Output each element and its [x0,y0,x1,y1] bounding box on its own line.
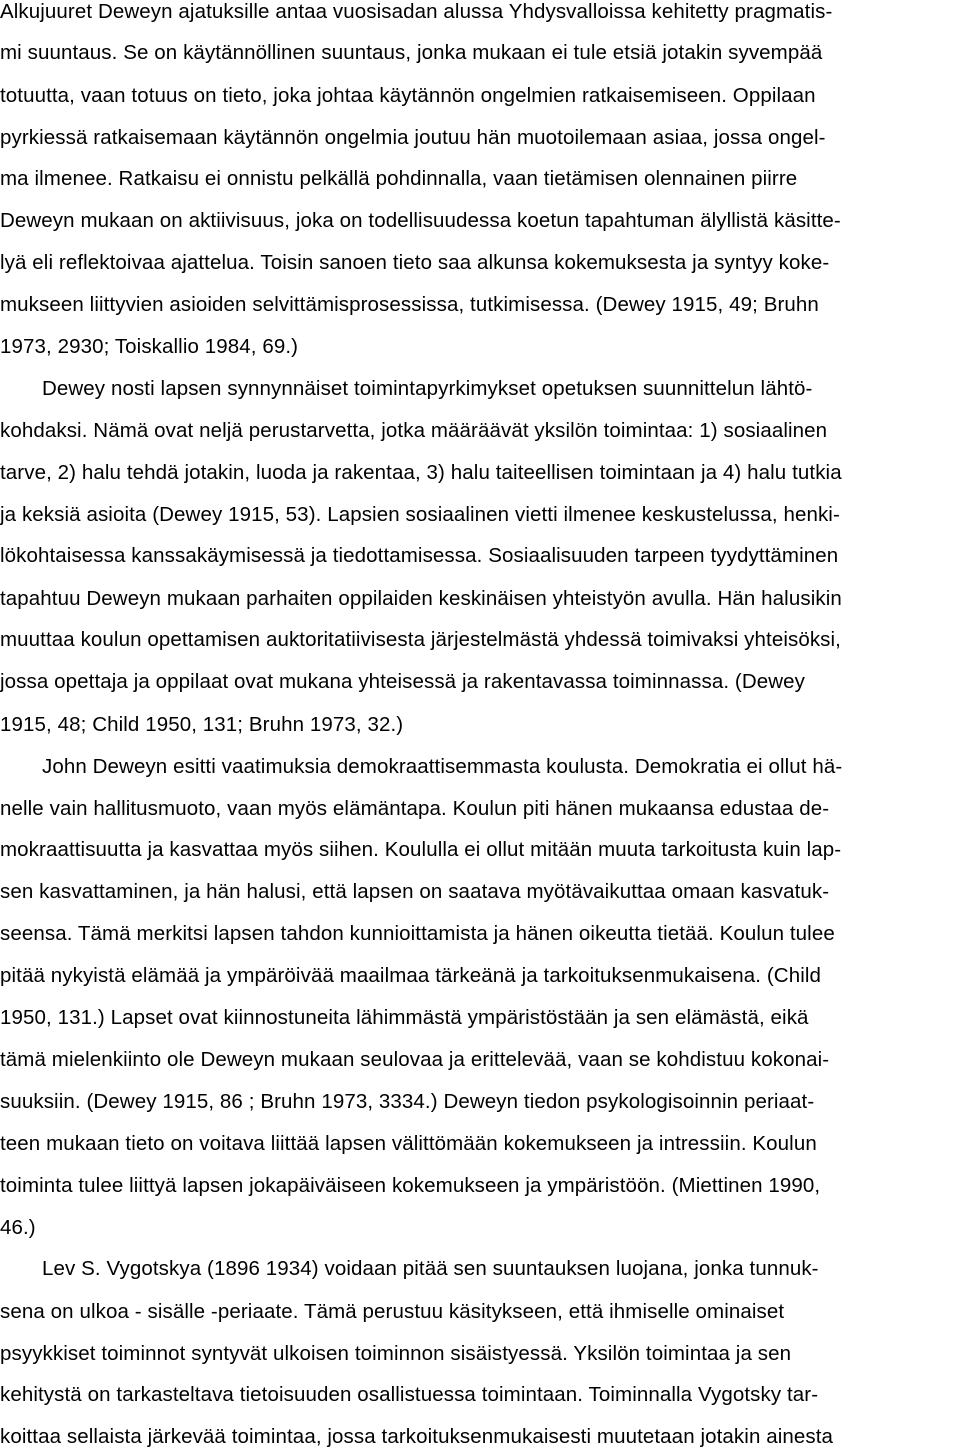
text-line: ja keksiä asioita (Dewey 1915, 53). Lapsien sosiaalinen vietti ilmenee keskustelussa, henki- [0,503,840,526]
text-line: jossa opettaja ja oppilaat ovat mukana yhteisessä ja rakentavassa toiminnassa. (Dewey [0,670,806,693]
text-line: nelle vain hallitusmuoto, vaan myös elämäntapa. Koulun piti hänen mukaansa edustaa de- [0,797,830,820]
text-line: sena on ulkoa - sisälle -periaate. Tämä perustuu käsitykseen, että ihmiselle ominaiset [0,1300,785,1323]
text-line: sen kasvattaminen, ja hän halusi, että lapsen on saatava myötävaikuttaa omaan kasvatuk- [0,880,830,903]
text-line: seensa. Tämä merkitsi lapsen tahdon kunnioittamista ja hänen oikeutta tietää. Koulun tulee [0,922,835,945]
text-line: Deweyn mukaan on aktiivisuus, joka on todellisuudessa koetun tapahtuman älyllistä käsitte- [0,209,841,232]
text-line: totuutta, vaan totuus on tieto, joka johtaa käytännön ongelmien ratkaisemiseen. Oppilaan [0,84,816,107]
text-line: kehitystä on tarkasteltava tietoisuuden osallistuessa toimintaan. Toiminnalla Vygotsky tar- [0,1383,819,1406]
text-line: tapahtuu Deweyn mukaan parhaiten oppilaiden keskinäisen yhteistyön avulla. Hän halusikin [0,587,842,610]
text-line: tämä mielenkiinto ole Deweyn mukaan seulovaa ja erittelevää, vaan se kohdistuu kokonai- [0,1048,830,1071]
text-line: lökohtaisessa kanssakäymisessä ja tiedottamisessa. Sosiaalisuuden tarpeen tyydyttäminen [0,544,839,567]
text-line: mukseen liittyvien asioiden selvittämisprosessissa, tutkimisessa. (Dewey 1915, 49; Bruhn [0,293,819,316]
text-line: Lev S. Vygotskya (1896 1934) voidaan pitää sen suuntauksen luojana, jonka tunnuk- [42,1257,819,1280]
text-line: mokraattisuutta ja kasvattaa myös siihen. Koululla ei ollut mitään muuta tarkoitusta kuin lap- [0,838,842,861]
text-line: pyrkiessä ratkaisemaan käytännön ongelmia joutuu hän muotoilemaan asiaa, jossa ongel- [0,126,826,149]
text-line: tarve, 2) halu tehdä jotakin, luoda ja rakentaa, 3) halu taiteellisen toimintaan ja 4) halu tutkia [0,461,842,484]
text-line: mi suuntaus. Se on käytännöllinen suuntaus, jonka mukaan ei tule etsiä jotakin syvempää [0,41,823,64]
text-line: toiminta tulee liittyä lapsen jokapäiväiseen kokemukseen ja ympäristöön. (Miettinen 1990, [0,1174,821,1197]
text-line: John Deweyn esitti vaatimuksia demokraattisemmasta koulusta. Demokratia ei ollut hä- [42,755,843,778]
text-line: muuttaa koulun opettamisen auktoritatiivisesta järjestelmästä yhdessä toimivaksi yhteisöksi, [0,628,841,651]
text-line: pitää nykyistä elämää ja ympäröivää maailmaa tärkeänä ja tarkoituksenmukaisena. (Child [0,964,822,987]
text-line: 46.) [0,1216,36,1239]
text-line: 1973, 2930; Toiskallio 1984, 69.) [0,335,299,358]
text-line: kohdaksi. Nämä ovat neljä perustarvetta, jotka määräävät yksilön toimintaa: 1) sosiaalinen [0,419,828,442]
text-line: teen mukaan tieto on voitava liittää lapsen välittömään kokemukseen ja intressiin. Koulun [0,1132,817,1155]
text-line: ma ilmenee. Ratkaisu ei onnistu pelkällä pohdinnalla, vaan tietämisen olennainen piirre [0,167,798,190]
text-line: 1915, 48; Child 1950, 131; Bruhn 1973, 32.) [0,713,404,736]
text-line: koittaa sellaista järkevää toimintaa, jossa tarkoituksenmukaisesti muutetaan jotakin ainesta [0,1425,834,1448]
text-line: suuksiin. (Dewey 1915, 86 ; Bruhn 1973, 3334.) Deweyn tiedon psykologisoinnin periaat- [0,1090,815,1113]
text-line: lyä eli reflektoivaa ajattelua. Toisin sanoen tieto saa alkunsa kokemuksesta ja syntyy koke- [0,251,830,274]
text-line: Dewey nosti lapsen synnynnäiset toimintapyrkimykset opetuksen suunnittelun lähtö- [42,377,813,400]
text-line: psyykkiset toiminnot syntyvät ulkoisen toiminnon sisäistyessä. Yksilön toimintaa ja sen [0,1342,792,1365]
text-line: 1950, 131.) Lapset ovat kiinnostuneita lähimmästä ympäristöstään ja sen elämästä, eikä [0,1006,809,1029]
text-line: Alkujuuret Deweyn ajatuksille antaa vuosisadan alussa Yhdysvalloissa kehitetty pragmatis- [0,0,833,23]
